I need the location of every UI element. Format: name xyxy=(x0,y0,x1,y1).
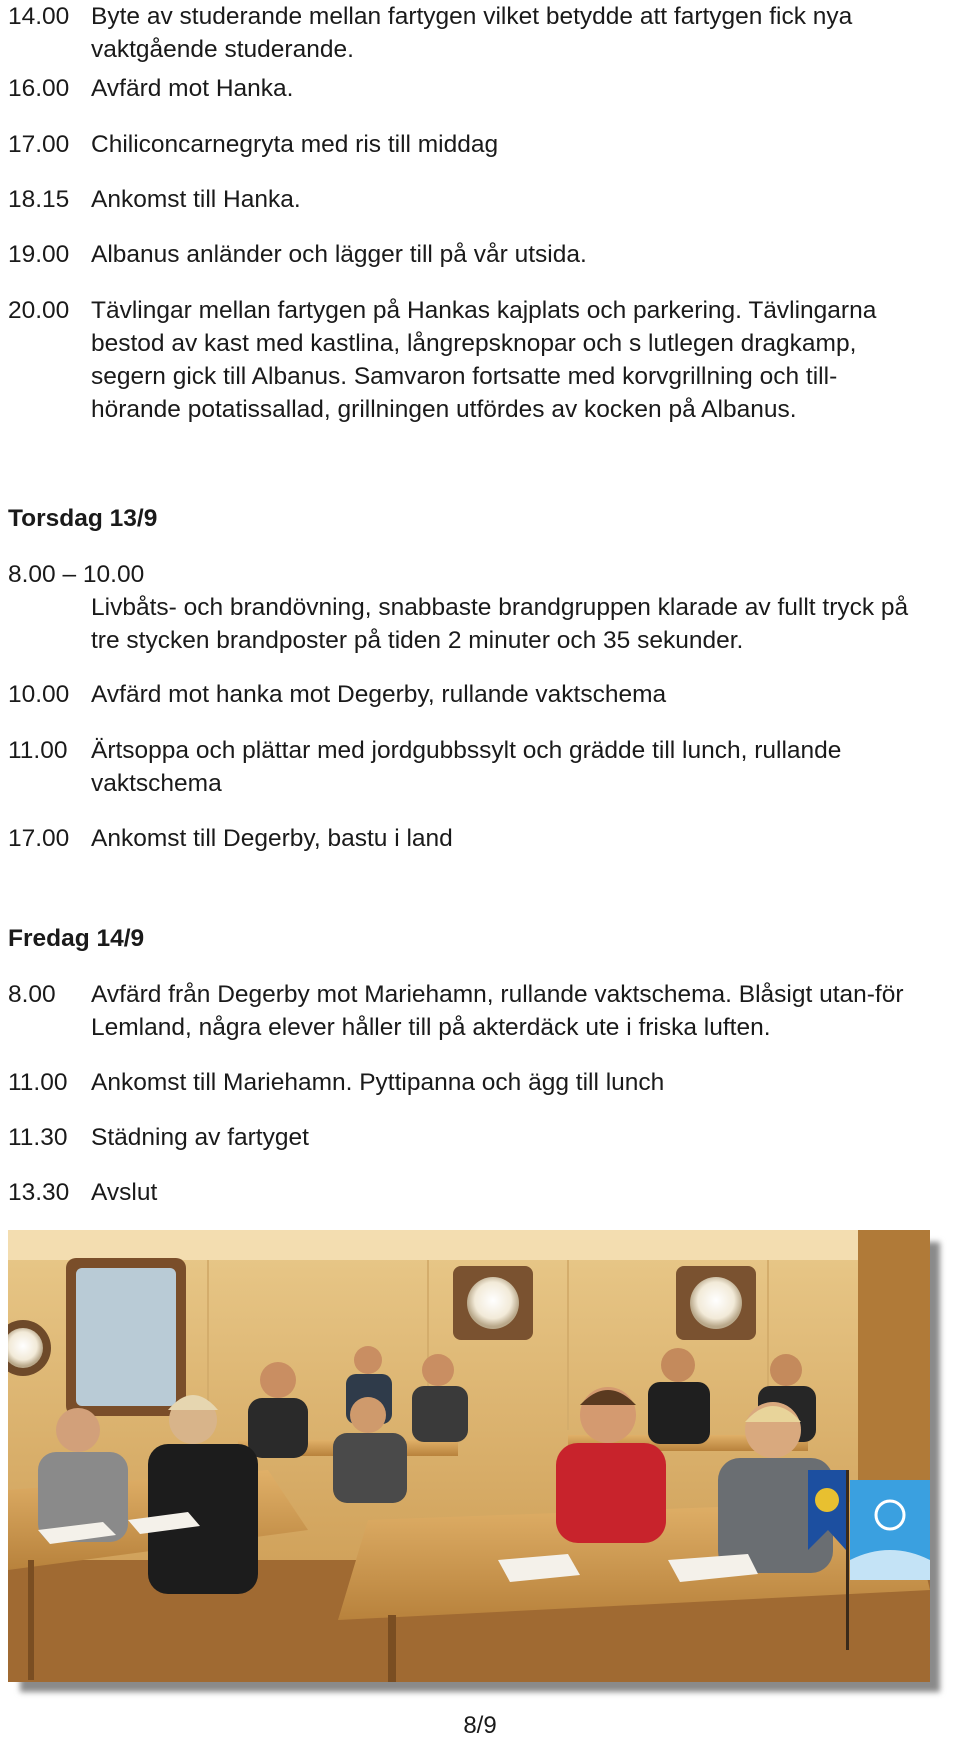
entry-text: Avfärd mot hanka mot Degerby, rullande vaktschema xyxy=(91,681,667,708)
schedule-entry xyxy=(8,1121,928,1154)
schedule-entry xyxy=(8,0,928,66)
schedule-entry xyxy=(8,822,928,855)
entry-text: Avslut xyxy=(91,1179,158,1206)
schedule-entry xyxy=(8,183,928,216)
entry-time: 13.30 xyxy=(8,1179,70,1206)
schedule-entry xyxy=(8,558,928,657)
entry-text: Albanus anländer och lägger till på vår utsida. xyxy=(91,241,587,268)
entry-text: Avfärd från Degerby mot Mariehamn, rullande vaktschema. Blåsigt utan-för Lemland, några elever håller till på akterdäck ute i friska luften. xyxy=(91,981,904,1041)
entry-time: 10.00 xyxy=(8,681,70,708)
entry-time: 20.00 xyxy=(8,297,70,324)
schedule-entry xyxy=(8,1066,928,1099)
schedule-entry xyxy=(8,678,928,711)
entry-time: 11.30 xyxy=(8,1124,68,1151)
entry-text: Avfärd mot Hanka. xyxy=(91,75,294,102)
entry-time-range: 8.00 – 10.00 xyxy=(8,561,145,588)
entry-text: Ankomst till Hanka. xyxy=(91,186,301,213)
entry-time: 16.00 xyxy=(8,75,70,102)
entry-time: 8.00 xyxy=(8,981,56,1008)
day-heading-thursday: Torsdag 13/9 xyxy=(8,505,158,532)
entry-text: Ankomst till Degerby, bastu i land xyxy=(91,825,453,852)
schedule-entry xyxy=(8,978,928,1044)
entry-text: Ankomst till Mariehamn. Pyttipanna och ägg till lunch xyxy=(91,1069,665,1096)
entry-time: 17.00 xyxy=(8,131,70,158)
entry-time: 17.00 xyxy=(8,825,70,852)
entry-time: 11.00 xyxy=(8,737,68,764)
day-heading-friday: Fredag 14/9 xyxy=(8,925,145,952)
entry-time: 18.15 xyxy=(8,186,70,213)
schedule-entry xyxy=(8,238,928,271)
photo-frame xyxy=(8,1230,930,1682)
schedule-entry xyxy=(8,128,928,161)
entry-time: 19.00 xyxy=(8,241,70,268)
schedule-entry xyxy=(8,294,928,426)
entry-text: Livbåts- och brandövning, snabbaste brandgruppen klarade av fullt tryck på tre stycken brandposter på tiden 2 minuter och 35 sekunder. xyxy=(91,594,909,654)
entry-text: Byte av studerande mellan fartygen vilket betydde att fartygen fick nya vaktgående studerande. xyxy=(91,3,853,63)
entry-text: Ärtsoppa och plättar med jordgubbssylt och grädde till lunch, rullande vaktschema xyxy=(91,737,842,797)
classroom-photo xyxy=(8,1230,930,1682)
schedule-entry xyxy=(8,72,928,105)
schedule-entry xyxy=(8,734,928,800)
page-number: 8/9 xyxy=(463,1712,497,1739)
entry-text: Städning av fartyget xyxy=(91,1124,309,1151)
schedule-entry xyxy=(8,1176,928,1209)
entry-text: Chiliconcarnegryta med ris till middag xyxy=(91,131,499,158)
photo-illustration xyxy=(8,1230,930,1682)
entry-time: 14.00 xyxy=(8,3,70,30)
entry-text: Tävlingar mellan fartygen på Hankas kajplats och parkering. Tävlingarna bestod av kast med kastlina, långrepsknopar och s lutlegen dragkamp, segern gick till Albanus. Samvaron fortsatte med korvgrillning och till-hörande potatissallad, grillningen utfördes av kocken på Albanus. xyxy=(91,297,877,423)
entry-time: 11.00 xyxy=(8,1069,68,1096)
